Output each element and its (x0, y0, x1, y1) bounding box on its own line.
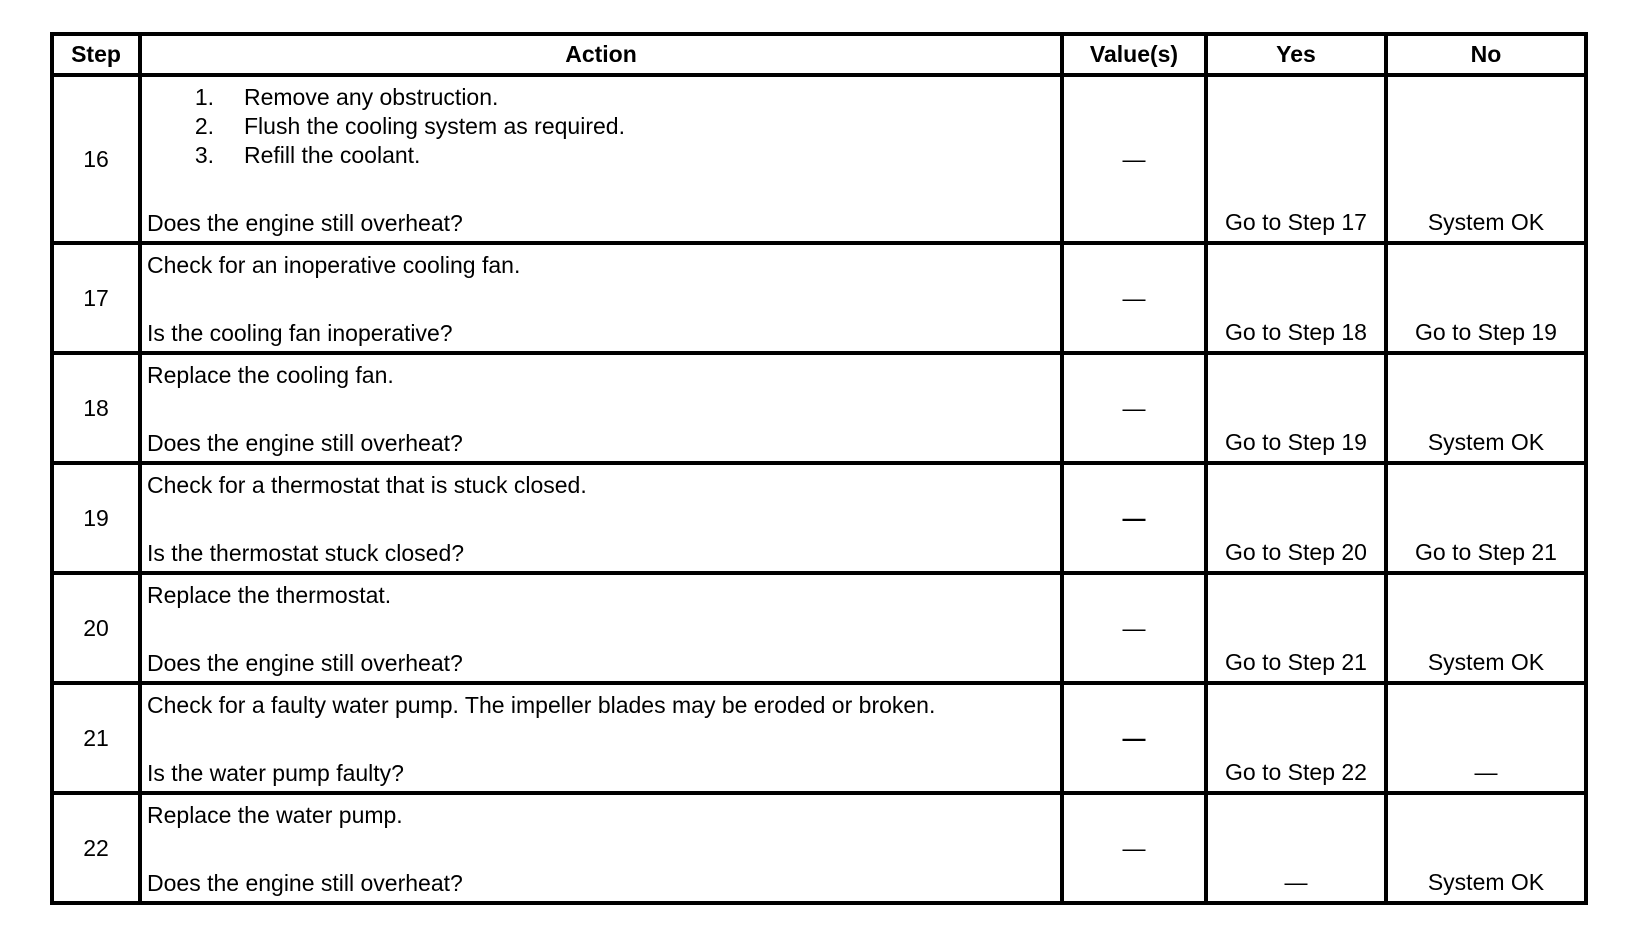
step-number: 17 (52, 243, 140, 353)
no-cell (1386, 463, 1586, 573)
yes-result: Go to Step 20 (1225, 539, 1367, 565)
yes-cell (1206, 793, 1386, 903)
action-text: Replace the cooling fan. (147, 362, 394, 388)
action-cell (140, 243, 1062, 353)
action-cell (140, 573, 1062, 683)
value-cell: — (1062, 573, 1206, 683)
yes-result: Go to Step 17 (1225, 209, 1367, 235)
table-row-step-21 (52, 683, 1586, 793)
yes-cell (1206, 75, 1386, 243)
step-number: 21 (52, 683, 140, 793)
table-row-step-20 (52, 573, 1586, 683)
value-cell: — (1062, 243, 1206, 353)
action-steps-list (142, 77, 1060, 170)
yes-cell (1206, 683, 1386, 793)
table-row-step-17 (52, 243, 1586, 353)
no-cell (1386, 353, 1586, 463)
no-result: Go to Step 21 (1415, 539, 1557, 565)
table-row-step-18 (52, 353, 1586, 463)
header-row (52, 34, 1586, 75)
yes-result: Go to Step 19 (1225, 429, 1367, 455)
action-cell (140, 683, 1062, 793)
action-text: Check for an inoperative cooling fan. (147, 252, 521, 278)
diagnostic-table (50, 32, 1588, 905)
value-cell: — (1062, 463, 1206, 573)
step-number: 19 (52, 463, 140, 573)
step-number: 22 (52, 793, 140, 903)
header-yes: Yes (1206, 34, 1386, 75)
table-row-step-16 (52, 75, 1586, 243)
action-question: Does the engine still overheat? (147, 650, 463, 676)
yes-cell (1206, 353, 1386, 463)
action-question: Does the engine still overheat? (147, 430, 463, 456)
header-values: Value(s) (1062, 34, 1206, 75)
table-row-step-22 (52, 793, 1586, 903)
action-cell (140, 793, 1062, 903)
header-step: Step (52, 34, 140, 75)
step-number: 18 (52, 353, 140, 463)
header-no: No (1386, 34, 1586, 75)
step-number: 16 (52, 75, 140, 243)
value-cell: — (1062, 353, 1206, 463)
action-text: Replace the water pump. (147, 802, 403, 828)
no-result: System OK (1427, 649, 1545, 675)
yes-result: — (1284, 869, 1308, 895)
action-text: Check for a faulty water pump. The impeller blades may be eroded or broken. (147, 692, 936, 718)
action-question: Does the engine still overheat? (147, 210, 463, 236)
step-number: 20 (52, 573, 140, 683)
header-action: Action (140, 34, 1062, 75)
value-cell: — (1062, 683, 1206, 793)
no-result: Go to Step 19 (1415, 319, 1557, 345)
no-result: System OK (1427, 429, 1545, 455)
no-result: System OK (1427, 869, 1545, 895)
action-question: Is the cooling fan inoperative? (147, 320, 453, 346)
yes-result: Go to Step 18 (1225, 319, 1367, 345)
yes-result: Go to Step 22 (1225, 759, 1367, 785)
action-question: Is the water pump faulty? (147, 760, 404, 786)
table-row-step-19 (52, 463, 1586, 573)
list-item: 2. Flush the cooling system as required. (194, 113, 625, 139)
value-cell: — (1062, 793, 1206, 903)
action-question: Does the engine still overheat? (147, 870, 463, 896)
no-cell (1386, 243, 1586, 353)
action-question: Is the thermostat stuck closed? (147, 540, 465, 566)
no-cell (1386, 793, 1586, 903)
action-text: Check for a thermostat that is stuck closed. (147, 472, 587, 498)
no-cell (1386, 573, 1586, 683)
list-item: 3. Refill the coolant. (194, 142, 421, 168)
action-cell (140, 75, 1062, 243)
action-cell (140, 353, 1062, 463)
action-cell (140, 463, 1062, 573)
yes-cell (1206, 243, 1386, 353)
no-result: — (1474, 759, 1498, 785)
action-text: Replace the thermostat. (147, 582, 392, 608)
yes-cell (1206, 463, 1386, 573)
value-cell: — (1062, 75, 1206, 243)
yes-cell (1206, 573, 1386, 683)
no-result: System OK (1427, 209, 1545, 235)
list-item: 1. Remove any obstruction. (194, 84, 499, 110)
no-cell (1386, 75, 1586, 243)
yes-result: Go to Step 21 (1225, 649, 1367, 675)
no-cell (1386, 683, 1586, 793)
